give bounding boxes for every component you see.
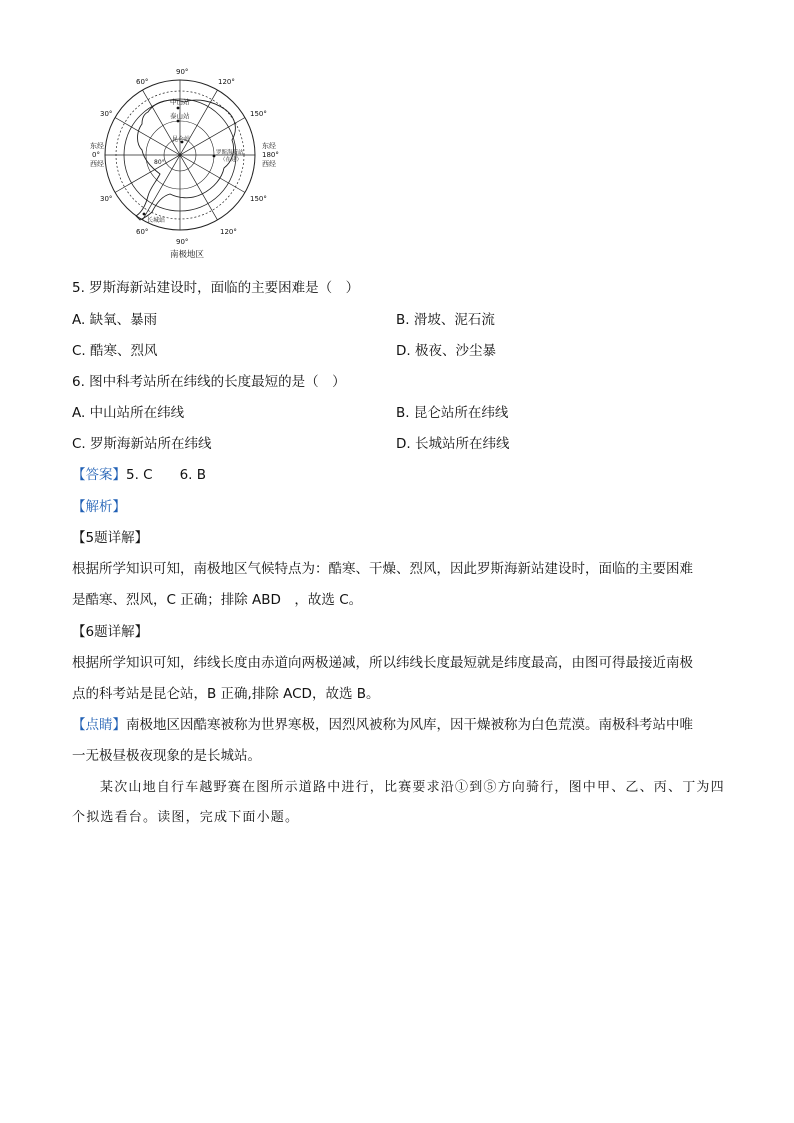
question-5-option-c: C. 酷寒、烈风 — [72, 343, 158, 359]
answer-value: 5. C 6. B — [126, 467, 207, 483]
lon-label-bottom: 90° — [176, 238, 189, 246]
antarctica-map-figure — [86, 64, 286, 264]
next-passage-line-2: 个拟选看台。读图，完成下面小题。 — [72, 810, 300, 825]
question-6-option-b: B. 昆仑站所在纬线 — [396, 405, 509, 421]
detail-5-line-2: 是酷寒、烈风，C 正确；排除 ABD ，故选 C。 — [72, 592, 363, 608]
question-6-option-a: A. 中山站所在纬线 — [72, 405, 185, 421]
lon-label-right-180: 180° — [262, 151, 279, 159]
detail-6-title: 【6题详解】 — [72, 624, 149, 640]
taishan-station-label: 泰山站 — [170, 112, 190, 120]
lon-label-bottom-right: 120° — [220, 228, 237, 236]
lon-label-left-zero: 0° — [92, 151, 100, 159]
zhongshan-station-label: 中山站 — [170, 98, 190, 106]
lon-label-left-east: 东经 — [90, 142, 104, 150]
tip-line-1 — [72, 713, 693, 733]
lon-label-top-right: 120° — [218, 78, 235, 86]
lon-label-upper-right: 150° — [250, 110, 267, 118]
taishan-station-marker — [177, 120, 180, 123]
question-5-option-b: B. 滑坡、泥石流 — [396, 312, 495, 328]
tip-line-2: 一无极昼极夜现象的是长城站。 — [72, 748, 261, 764]
lon-label-upper-left: 30° — [100, 110, 113, 118]
rossnew-station-note: （在建） — [220, 157, 243, 163]
rossnew-station-marker — [213, 155, 216, 158]
kunlun-station-label: 昆仑站 — [172, 136, 191, 143]
changcheng-station-label: 长城站 — [147, 217, 166, 224]
detail-5-title: 【5题详解】 — [72, 530, 149, 546]
question-6-stem: 6. 图中科考站所在纬线的长度最短的是（ ） — [72, 374, 346, 390]
question-5-stem: 5. 罗斯海新站建设时，面临的主要困难是（ ） — [72, 280, 360, 296]
lon-label-top-left: 60° — [136, 78, 149, 86]
answer-line — [72, 463, 206, 483]
question-6-option-c: C. 罗斯海新站所在纬线 — [72, 436, 212, 452]
next-passage-line-1: 某次山地自行车越野赛在图所示道路中进行，比赛要求沿①到⑤方向骑行，图中甲、乙、丙、丁为四 — [100, 780, 725, 795]
question-6-option-d: D. 长城站所在纬线 — [396, 436, 510, 452]
latitude-80-label: 80° — [154, 159, 165, 166]
tip-text: 南极地区因酷寒被称为世界寒极，因烈风被称为风库，因干燥被称为白色荒漠。南极科考站中唯 — [126, 717, 693, 733]
lon-label-right-west: 西经 — [262, 160, 276, 168]
tip-tag: 【点睛】 — [72, 717, 126, 733]
question-5-option-a: A. 缺氧、暴雨 — [72, 312, 158, 328]
lon-label-left-west: 西经 — [90, 160, 104, 168]
lon-label-lower-right: 150° — [250, 195, 267, 203]
question-5-option-d: D. 极夜、沙尘暴 — [396, 343, 496, 359]
lon-label-bottom-left: 60° — [136, 228, 149, 236]
lon-label-lower-left: 30° — [100, 195, 113, 203]
analysis-tag: 【解析】 — [72, 499, 126, 515]
zhongshan-station-marker — [177, 107, 180, 110]
lon-label-right-east: 东经 — [262, 142, 276, 150]
lon-label-top: 90° — [176, 68, 189, 76]
detail-6-line-2: 点的科考站是昆仑站，B 正确,排除 ACD，故选 B。 — [72, 686, 380, 702]
detail-6-line-1: 根据所学知识可知，纬线长度由赤道向两极递减，所以纬线长度最短就是纬度最高，由图可得最接近南极 — [72, 655, 693, 671]
rossnew-station-label: 罗斯海新站 — [216, 150, 244, 156]
figure-caption: 南极地区 — [170, 250, 205, 260]
detail-5-line-1: 根据所学知识可知，南极地区气候特点为：酷寒、干燥、烈风，因此罗斯海新站建设时，面临的主要困难 — [72, 561, 693, 577]
changcheng-station-marker — [143, 213, 146, 216]
answer-tag: 【答案】 — [72, 467, 126, 483]
